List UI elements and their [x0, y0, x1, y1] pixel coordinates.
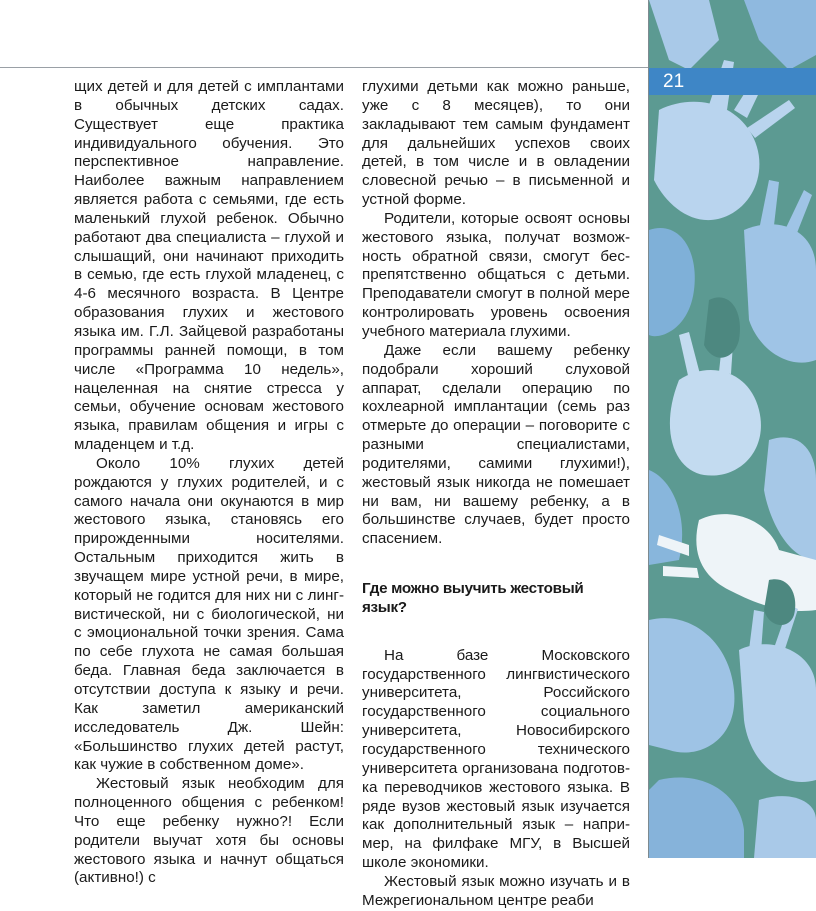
- left-paragraph-1: щих детей и для детей с имплантами в обычных детских садах. Существует еще практика индивидуального обучения. Это перспективное направление. Наиболее важным направлением является работа с семьями, где есть маленький глухой ребенок. Обычно работают два специалиста – глухой и слышащий, они начинают приходить в семью, где есть глухой младенец, с 4-6 месячного возраста. В Центре образования глухих и жестового языка им. Г.Л. Зайцевой разработаны программы ранней помощи, в том числе «Программа 10 недель», нацеленная на снятие стресса у семьи, обучение основам жестового языка, правилам общения и игры с младенцем и т.д.: [74, 78, 344, 454]
- left-text-column: [74, 78, 344, 888]
- section-heading: Где можно выучить жестовый язык?: [362, 580, 584, 616]
- decorative-hands-illustration: [649, 0, 816, 858]
- right-paragraph-2: Родители, которые освоят основы жестового языка, получат возможность обратной связи, смогут беспрепятственно общаться с детьми. Преподаватели смогут в полной мере контролировать уровень освоения учебного материала глухими.: [362, 209, 630, 340]
- left-paragraph-3: Жестовый язык необходим для полноценного общения с ребенком! Что еще ребенку нужно?! Если родители выучат хотя бы основы жестового языка и начнут общаться (активно!) с: [74, 775, 344, 887]
- right-paragraph-1: глухими детьми как можно раньше, уже с 8 месяцев), то они закладывают тем самым фундамент для дальнейших успехов своих детей, в том числе и в овладении словесной речью – в письменной и устной форме.: [362, 78, 630, 209]
- header-rule: [0, 67, 648, 68]
- page-number: 21: [663, 71, 685, 92]
- right-text-column: [362, 78, 630, 911]
- right-paragraph-5: Жестовый язык можно изучать и в Межрегиональном центре реаби: [362, 872, 630, 909]
- right-paragraph-4: На базе Московского государственного лингвистического университета, Российского государственного социального университета, Новосибирского государственного технического университета организована подготовка переводчиков жестового языка. В ряде вузов жестовый язык изучается как дополнительный язык – например, на филфаке МГУ, в Высшей школе экономики.: [362, 646, 630, 872]
- right-paragraph-3: Даже если вашему ребенку подобрали хороший слуховой аппарат, сделали операцию по кохлеарной имплантации (семь раз отмерьте до операции – поговорите с разными специалистами, родителями, самими глухими!), жестовый язык никогда не помешает ни вам, ни вашему ребенку, а в большинстве случаев, будет просто спасением.: [362, 341, 630, 548]
- left-paragraph-2: Около 10% глухих детей рождаются у глухих родителей, и с самого начала они окунаются в мир жестового языка, становясь его прирожденными носителями. Остальным приходится жить в звучащем мире устной речи, в мире, который не годится для них ни с лингвистической, ни с биологической, ни с эмоциональной точки зрения. Сама по себе глухота не самая большая беда. Главная беда заключается в отсутствии доступа к языку и речи. Как заметил американский исследователь Дж. Шейн: «Большинство глухих детей растут, как чужие в собственном доме».: [74, 454, 344, 774]
